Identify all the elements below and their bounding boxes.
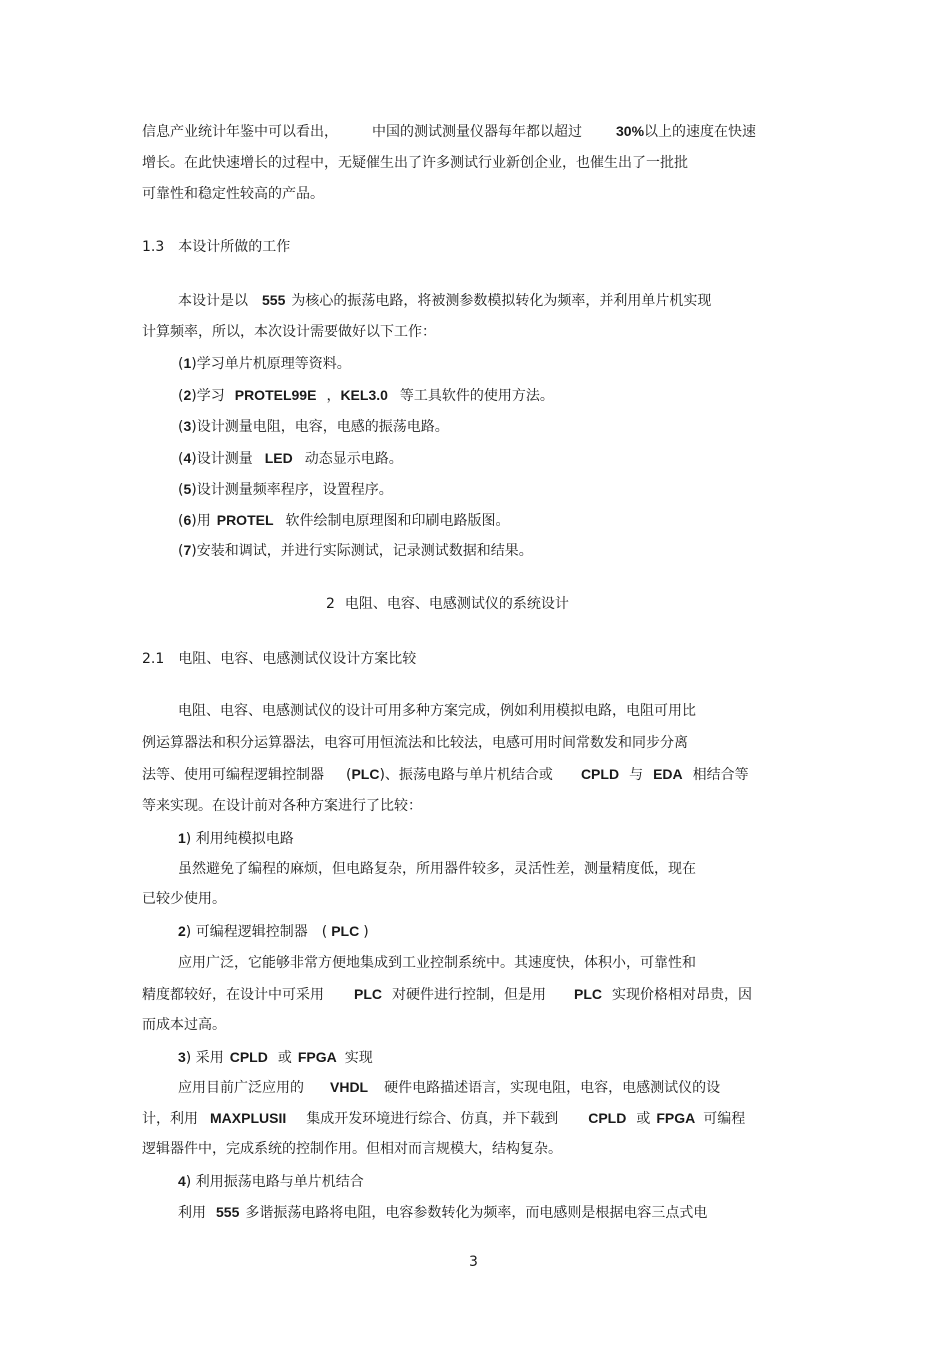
chapter-heading: [326, 594, 569, 614]
text-span: 设计测量电阻，电容，电感的振荡电路。: [196, 419, 449, 435]
text-span: 3: [183, 418, 192, 434]
text-span: CPLD: [229, 1049, 268, 1065]
text-span: 法等、使用可编程逻辑控制器: [142, 767, 324, 783]
paragraph-line: [142, 121, 756, 142]
option-title: [178, 828, 294, 849]
text-span: (: [346, 767, 352, 783]
text-span: 中国的测试测量仪器每年都以超过: [372, 124, 582, 140]
text-span: 或: [636, 1111, 651, 1127]
text-span: ) 利用纯模拟电路: [185, 831, 294, 847]
paragraph-line: [178, 701, 696, 721]
text-span: 学习单片机原理等资料。: [196, 356, 351, 372]
text-span: ): [191, 543, 197, 559]
text-span: 增长。在此快速增长的过程中，无疑催生出了许多测试行业新创企业，也催生出了一批批: [142, 155, 688, 171]
text-span: 30%: [616, 123, 645, 139]
text-span: 应用广泛，它能够非常方便地集成到工业控制系统中。其速度快，体积小，可靠性和: [178, 955, 696, 971]
text-span: ): [191, 482, 197, 498]
list-item: [178, 353, 351, 374]
text-span: 为核心的振荡电路，将被测参数模拟转化为频率，并利用单片机实现: [291, 293, 712, 309]
text-span: 电阻、电容、电感测试仪的系统设计: [344, 596, 569, 612]
text-span: 电阻、电容、电感测试仪设计方案比较: [178, 651, 417, 667]
text-span: PLC: [354, 986, 382, 1002]
text-span: 与: [629, 767, 644, 783]
text-span: KEL3.0: [340, 387, 388, 403]
text-span: 3: [178, 1049, 186, 1065]
text-span: ): [191, 451, 197, 467]
text-span: 6: [183, 512, 192, 528]
text-span: 计算频率，所以，本次设计需要做好以下工作：: [142, 324, 436, 340]
text-span: 等来实现。在设计前对各种方案进行了比较：: [142, 798, 422, 814]
text-span: ) 采用: [185, 1050, 224, 1066]
text-span: 例运算器法和积分运算器法，电容可用恒流法和比较法，电感可用时间常数发和同步分离: [142, 735, 688, 751]
text-span: 逻辑器件中，完成系统的控制作用。但相对而言规模大，结构复杂。: [142, 1141, 562, 1157]
text-span: MAXPLUSII: [210, 1110, 287, 1126]
text-span: 已较少使用。: [142, 891, 226, 907]
paragraph-line: [178, 1077, 720, 1098]
text-span: 相结合等: [692, 767, 749, 783]
text-span: 4: [178, 1173, 186, 1189]
text-span: 信息产业统计年鉴中可以看出，: [142, 124, 338, 140]
paragraph-line: [142, 184, 324, 204]
text-span: FPGA: [656, 1110, 696, 1126]
text-span: 2: [326, 596, 335, 612]
text-span: PLC: [351, 766, 380, 782]
text-span: (: [178, 543, 184, 559]
text-span: 或: [277, 1050, 292, 1066]
text-span: 2.1: [142, 651, 165, 667]
text-span: ，: [326, 388, 341, 404]
text-span: 设计测量频率程序，设置程序。: [196, 482, 393, 498]
text-span: EDA: [653, 766, 683, 782]
text-span: PLC: [574, 986, 602, 1002]
text-span: ): [363, 924, 369, 940]
paragraph-line: [142, 796, 422, 816]
option-title: [178, 1171, 364, 1192]
text-span: PLC: [331, 923, 360, 939]
text-span: 5: [183, 481, 192, 497]
text-span: FPGA: [297, 1049, 337, 1065]
text-span: 实现价格相对昂贵，因: [612, 987, 752, 1003]
page-number: [469, 1252, 478, 1272]
text-span: 本设计所做的工作: [178, 239, 291, 255]
text-span: 用: [196, 513, 211, 529]
text-span: 3: [469, 1254, 478, 1270]
text-span: 而成本过高。: [142, 1017, 226, 1033]
text-span: 精度都较好，在设计中可采用: [142, 987, 324, 1003]
text-span: PROTEL99E: [234, 387, 317, 403]
paragraph-line: [142, 984, 752, 1005]
text-span: 实现: [344, 1050, 373, 1066]
text-span: 动态显示电路。: [304, 451, 403, 467]
text-span: 虽然避免了编程的麻烦，但电路复杂，所用器件较多，灵活性差，测量精度低，现在: [178, 861, 696, 877]
option-title: [178, 921, 369, 942]
section-heading: [142, 649, 416, 669]
paragraph-line: [142, 1015, 226, 1035]
text-span: 硬件电路描述语言，实现电阻，电容，电感测试仪的设: [384, 1080, 721, 1096]
paragraph-line: [142, 764, 749, 785]
text-span: 多谐振荡电路将电阻，电容参数转化为频率，而电感则是根据电容三点式电: [245, 1205, 708, 1221]
text-span: 可编程: [703, 1111, 746, 1127]
text-span: 利用: [178, 1205, 206, 1221]
text-span: 555: [216, 1204, 240, 1220]
text-span: 1: [178, 830, 186, 846]
text-span: 对硬件进行控制，但是用: [392, 987, 546, 1003]
text-span: (: [178, 356, 184, 372]
text-span: 本设计是以: [178, 293, 248, 309]
list-item: [178, 416, 449, 437]
text-span: ) 可编程逻辑控制器: [185, 924, 308, 940]
paragraph-line: [142, 1108, 745, 1129]
list-item: [178, 510, 510, 531]
text-span: 学习: [196, 388, 225, 404]
text-span: ): [191, 388, 197, 404]
text-span: CPLD: [580, 766, 620, 782]
text-span: 1.3: [142, 239, 165, 255]
text-span: ): [191, 419, 197, 435]
text-span: ) 利用振荡电路与单片机结合: [185, 1174, 364, 1190]
paragraph-line: [142, 322, 436, 342]
text-span: 可靠性和稳定性较高的产品。: [142, 186, 324, 202]
paragraph-line: [178, 290, 711, 311]
list-item: [178, 540, 533, 561]
section-heading: [142, 237, 290, 257]
text-span: 电阻、电容、电感测试仪的设计可用多种方案完成，例如利用模拟电路，电阻可用比: [178, 703, 696, 719]
text-span: (: [321, 924, 328, 940]
text-span: LED: [264, 450, 293, 466]
text-span: (: [178, 388, 184, 404]
text-span: 计，利用: [142, 1111, 198, 1127]
paragraph-line: [142, 1139, 562, 1159]
list-item: [178, 479, 393, 500]
option-title: [178, 1047, 373, 1068]
paragraph-line: [142, 733, 688, 753]
text-span: (: [178, 451, 184, 467]
paragraph-line: [178, 953, 696, 973]
text-span: 等工具软件的使用方法。: [399, 388, 554, 404]
paragraph-line: [178, 859, 696, 879]
text-span: 设计测量: [196, 451, 253, 467]
text-span: 2: [183, 387, 192, 403]
text-span: 集成开发环境进行综合、仿真，并下载到: [306, 1111, 559, 1127]
paragraph-line: [142, 153, 688, 173]
text-span: (: [178, 482, 184, 498]
text-span: ): [191, 356, 197, 372]
text-span: 应用目前广泛应用的: [178, 1080, 304, 1096]
text-span: (: [178, 419, 184, 435]
text-span: VHDL: [330, 1079, 369, 1095]
text-span: 安装和调试，并进行实际测试，记录测试数据和结果。: [196, 543, 533, 559]
list-item: [178, 385, 554, 406]
paragraph-line: [142, 889, 226, 909]
text-span: PROTEL: [216, 512, 274, 528]
text-span: ): [191, 513, 197, 529]
list-item: [178, 448, 403, 469]
text-span: 软件绘制电原理图和印刷电路版图。: [285, 513, 510, 529]
text-span: 1: [183, 355, 192, 371]
text-span: 以上的速度在快速: [644, 124, 757, 140]
text-span: CPLD: [588, 1110, 627, 1126]
text-span: 2: [178, 923, 186, 939]
text-span: )、振荡电路与单片机结合或: [379, 767, 553, 783]
text-span: 4: [183, 450, 192, 466]
text-span: 7: [183, 542, 192, 558]
text-span: 555: [262, 292, 286, 308]
paragraph-line: [178, 1202, 707, 1223]
text-span: (: [178, 513, 184, 529]
